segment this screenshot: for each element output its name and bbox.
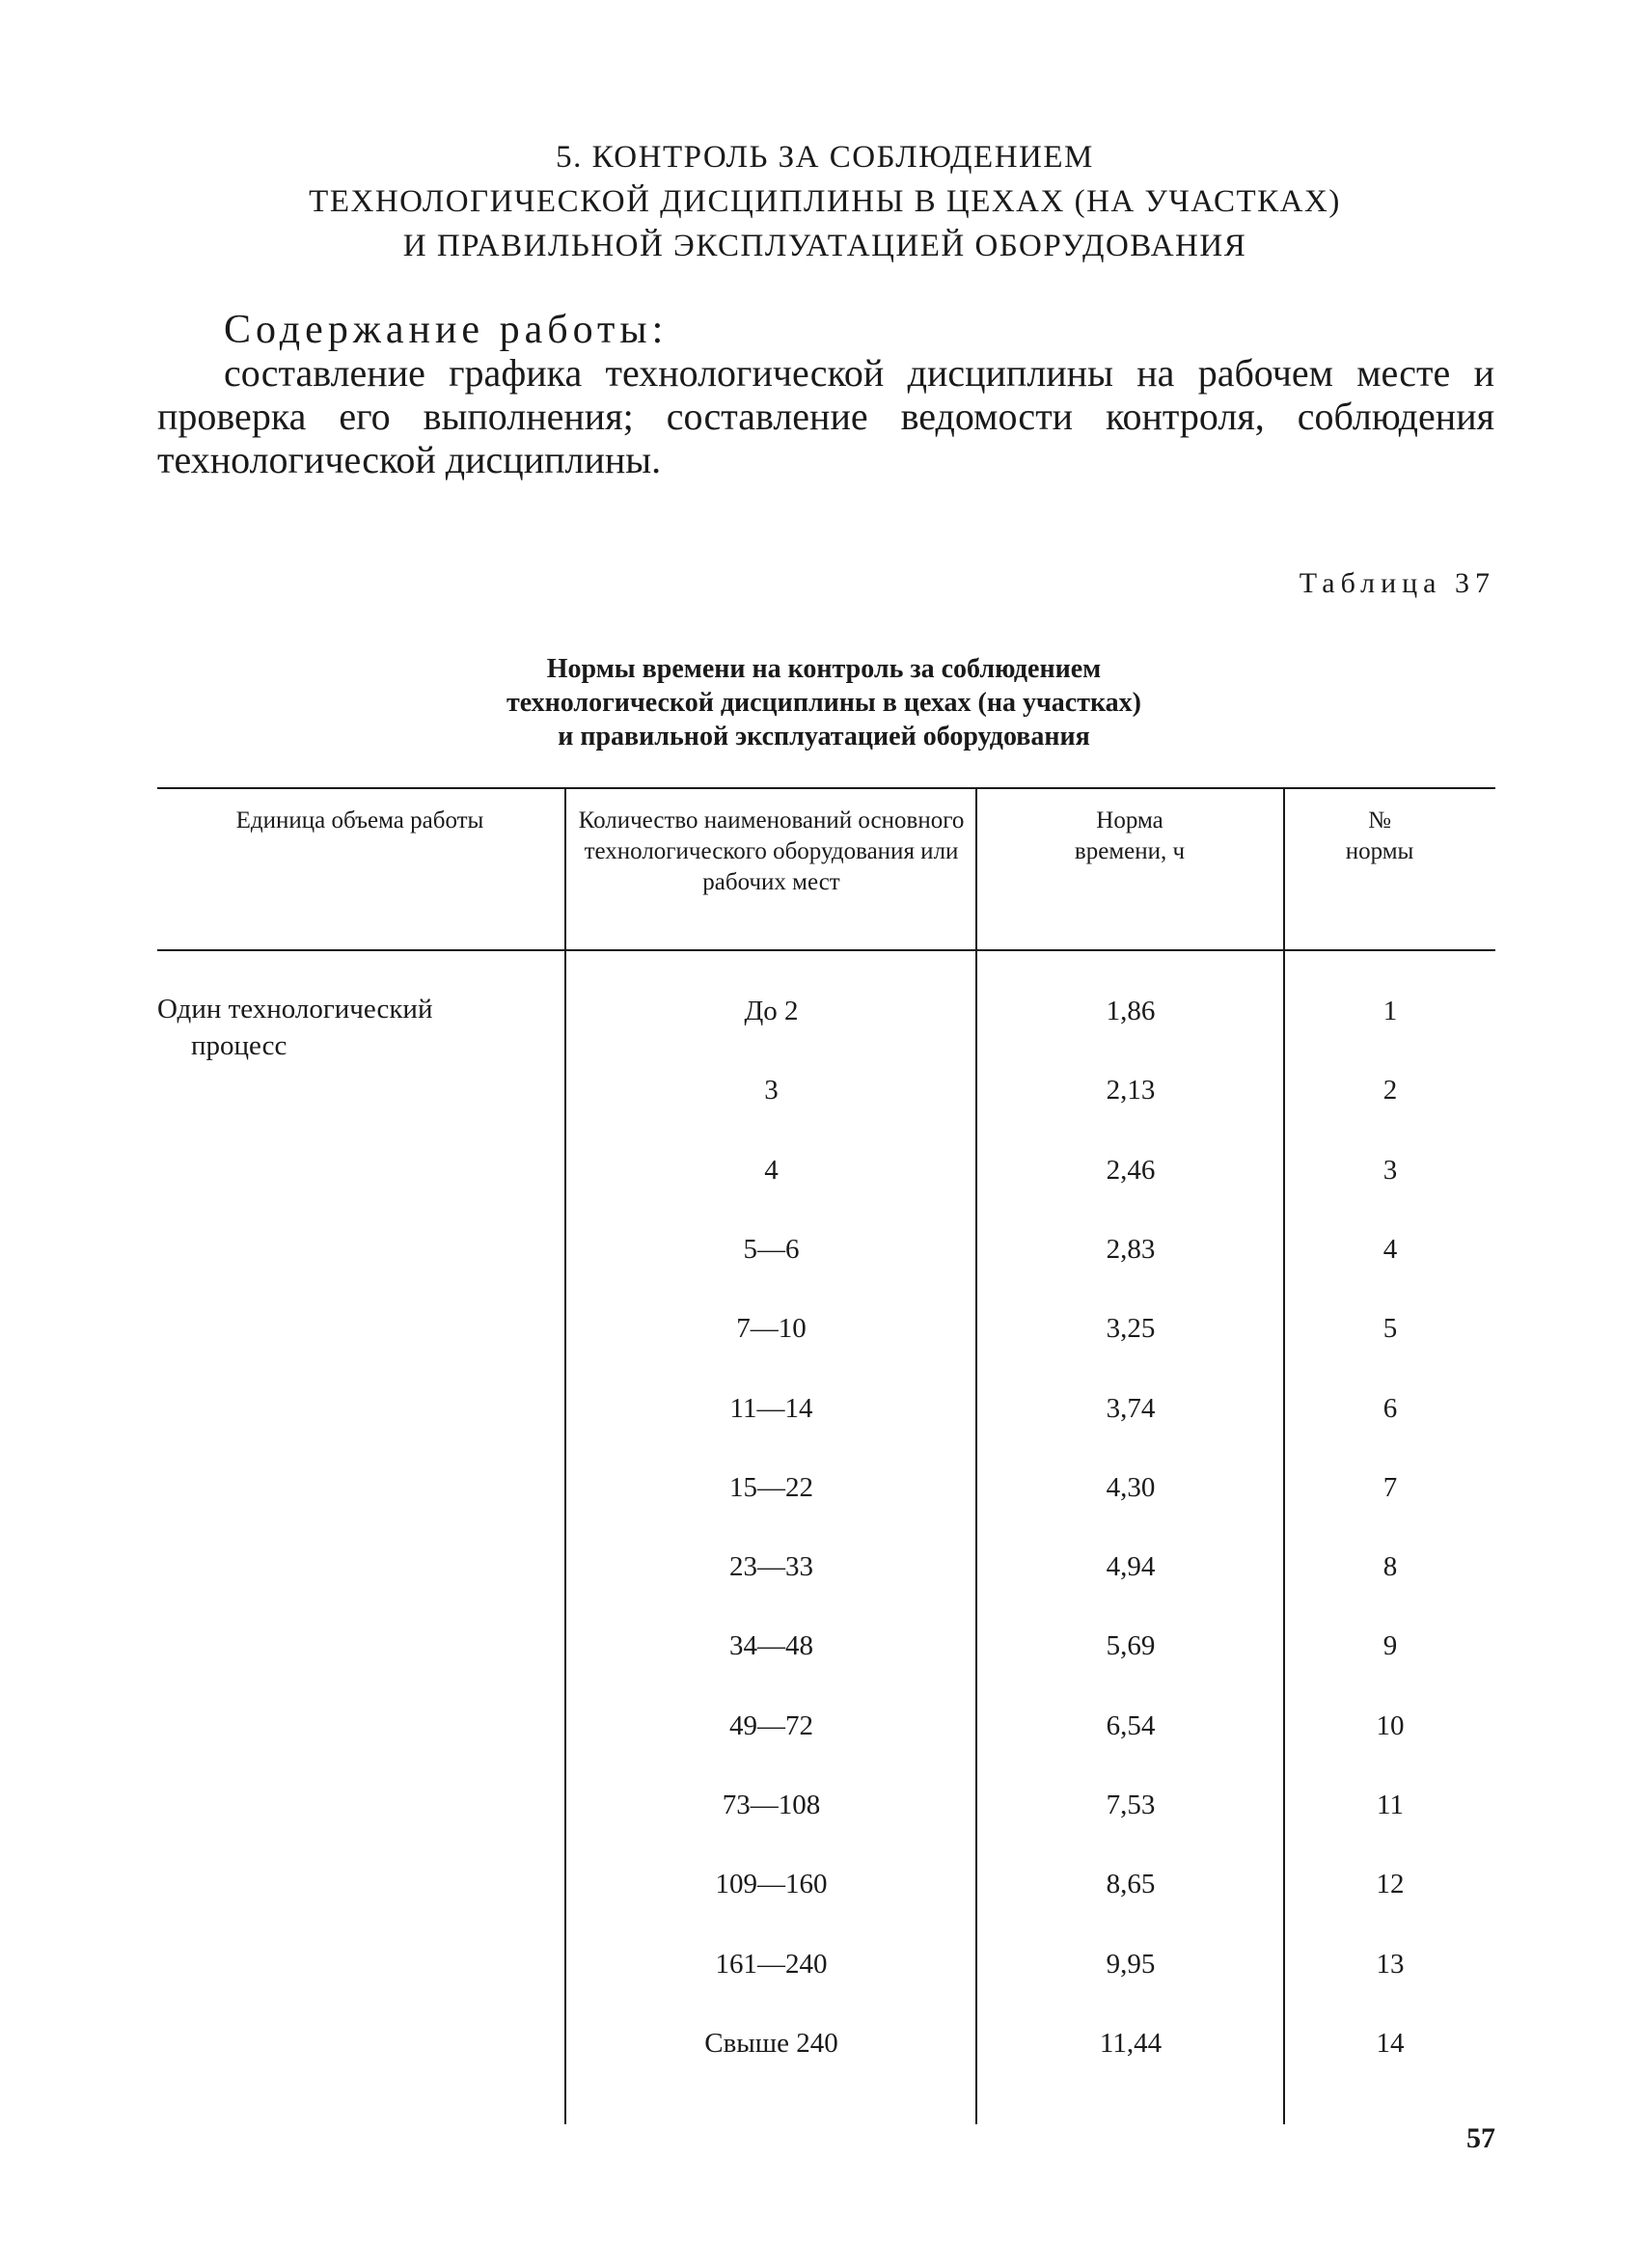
norm-number-cell: 13: [1376, 1949, 1405, 1980]
quantity-cell: 5—6: [743, 1234, 800, 1265]
norm-number-cell: 2: [1382, 1075, 1398, 1106]
section-title-line-3: И ПРАВИЛЬНОЙ ЭКСПЛУАТАЦИЕЙ ОБОРУДОВАНИЯ: [402, 229, 1247, 263]
quantity-cell: 3: [764, 1075, 779, 1106]
header-norm-time: Норма времени, ч: [1074, 807, 1186, 864]
quantity-cell: 73—108: [722, 1790, 821, 1820]
quantity-cell: 4: [764, 1155, 779, 1186]
table-caption: [289, 652, 1358, 753]
norm-time-cell: 1,86: [1106, 996, 1156, 1026]
norm-time-cell: 9,95: [1106, 1949, 1156, 1980]
table-number: Таблица 37: [1299, 567, 1495, 599]
section-title-line-1: 5. КОНТРОЛЬ ЗА СОБЛЮДЕНИЕМ: [556, 140, 1094, 175]
norm-time-cell: 4,94: [1106, 1551, 1156, 1582]
quantity-cell: 109—160: [715, 1869, 828, 1899]
norm-time-cell: 5,69: [1106, 1630, 1156, 1661]
header-quantity: Количество наименований основного технологического оборудования или рабочих мест: [578, 807, 965, 895]
table-caption-line-1: Нормы времени на контроль за соблюдением: [546, 654, 1102, 684]
table-column-divider-3: [1283, 787, 1285, 2124]
norm-number-cell: 8: [1382, 1551, 1398, 1582]
table-top-rule: [157, 787, 1495, 789]
header-unit: Единица объема работы: [235, 807, 484, 833]
section-title: [154, 135, 1495, 268]
unit-label: [157, 991, 432, 1064]
table-column-divider-1: [564, 787, 566, 2124]
unit-label-line-1: Один технологический: [157, 994, 433, 1025]
norm-time-cell: 2,13: [1106, 1075, 1156, 1106]
table-caption-line-3: и правильной эксплуатацией оборудования: [558, 722, 1090, 751]
quantity-cell: 49—72: [729, 1710, 813, 1741]
quantity-cell: До 2: [744, 996, 799, 1026]
quantity-cell: 7—10: [736, 1313, 807, 1344]
quantity-cell: 34—48: [729, 1630, 813, 1661]
norm-time-cell: 11,44: [1099, 2028, 1163, 2059]
section-title-line-2: ТЕХНОЛОГИЧЕСКОЙ ДИСЦИПЛИНЫ В ЦЕХАХ (НА УЧАСТКАХ): [309, 184, 1341, 219]
unit-label-line-2: процесс: [191, 1030, 287, 1061]
table-header-rule: [157, 949, 1495, 951]
norm-number-cell: 10: [1376, 1710, 1405, 1741]
quantity-cell: 15—22: [729, 1472, 813, 1503]
norm-number-cell: 11: [1377, 1790, 1404, 1820]
quantity-cell: 161—240: [715, 1949, 828, 1980]
norm-time-cell: 3,74: [1106, 1393, 1156, 1424]
quantity-cell: Свыше 240: [704, 2028, 838, 2059]
norm-number-cell: 5: [1382, 1313, 1398, 1344]
table-column-divider-2: [975, 787, 977, 2124]
norm-number-cell: 6: [1382, 1393, 1398, 1424]
norm-number-cell: 1: [1382, 996, 1398, 1026]
norm-number-cell: 12: [1376, 1869, 1405, 1899]
norm-number-cell: 4: [1382, 1234, 1398, 1265]
norm-time-cell: 8,65: [1106, 1869, 1156, 1899]
norm-number-cell: 14: [1376, 2028, 1405, 2059]
norm-time-cell: 6,54: [1106, 1710, 1156, 1741]
norm-time-cell: 3,25: [1106, 1313, 1156, 1344]
norm-number-cell: 9: [1382, 1630, 1398, 1661]
quantity-cell: 23—33: [729, 1551, 813, 1582]
norm-number-cell: 3: [1382, 1155, 1398, 1186]
norm-time-cell: 4,30: [1106, 1472, 1156, 1503]
table-caption-line-2: технологической дисциплины в цехах (на участках): [506, 688, 1141, 718]
page-number: 57: [1466, 2122, 1495, 2154]
norm-time-cell: 7,53: [1106, 1790, 1156, 1820]
norm-number-cell: 7: [1382, 1472, 1398, 1503]
norm-time-cell: 2,46: [1106, 1155, 1156, 1186]
header-norm-number: № нормы: [1345, 807, 1414, 864]
norm-time-cell: 2,83: [1106, 1234, 1156, 1265]
quantity-cell: 11—14: [729, 1393, 813, 1424]
content-body: составление графика технологической дисциплины на рабочем месте и проверка его выполнения; составление ведомости контроля, соблюдения технологической дисциплины.: [157, 351, 1494, 481]
content-heading: Содержание работы:: [224, 308, 669, 352]
